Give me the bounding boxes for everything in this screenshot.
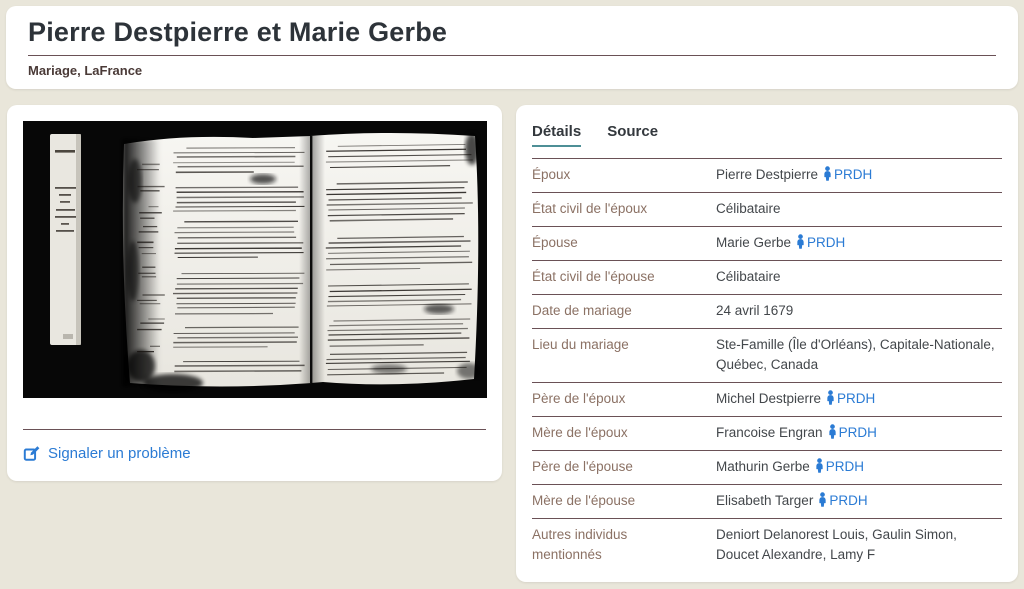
prdh-link[interactable] <box>826 391 875 406</box>
row-value-text: Francoise Engran <box>716 425 823 440</box>
page-title: Pierre Destpierre et Marie Gerbe <box>28 17 448 47</box>
row-label: Lieu du mariage <box>532 337 629 352</box>
table-row-etat-epoux <box>532 192 1002 226</box>
details-table <box>532 158 1002 572</box>
row-value-text: 24 avril 1679 <box>716 303 794 318</box>
prdh-label: PRDH <box>807 235 846 250</box>
row-value <box>716 165 1002 185</box>
row-value <box>716 423 1002 443</box>
row-label: État civil de l'épouse <box>532 269 655 284</box>
row-label: État civil de l'époux <box>532 201 648 216</box>
report-problem-link[interactable] <box>23 445 191 462</box>
table-row-autres-individus <box>532 518 1002 572</box>
register-image[interactable] <box>23 121 487 398</box>
row-value <box>716 233 1002 253</box>
row-value <box>716 491 1002 511</box>
row-value-text: Elisabeth Targer <box>716 493 814 508</box>
prdh-link[interactable] <box>823 167 872 182</box>
row-label: Père de l'épouse <box>532 459 633 474</box>
prdh-label: PRDH <box>837 391 876 406</box>
tab-bar <box>532 123 1002 147</box>
prdh-label: PRDH <box>829 493 868 508</box>
row-value <box>716 389 1002 409</box>
row-value-text: Pierre Destpierre <box>716 167 819 182</box>
table-row-lieu-mariage <box>532 328 1002 382</box>
row-label: Épouse <box>532 235 578 250</box>
prdh-label: PRDH <box>838 425 877 440</box>
row-value <box>716 267 1002 287</box>
prdh-label: PRDH <box>825 459 865 474</box>
table-row-date-mariage <box>532 294 1002 328</box>
row-value-text: Deniort Delanorest Louis, Gaulin Simon, Doucet Alexandre, Lamy F <box>716 527 957 562</box>
details-panel <box>516 105 1018 582</box>
person-icon <box>818 492 827 507</box>
table-row-etat-epouse <box>532 260 1002 294</box>
row-value-text: Célibataire <box>716 269 781 284</box>
prdh-label: PRDH <box>834 167 873 182</box>
row-value <box>716 301 1002 321</box>
table-row-pere-epoux <box>532 382 1002 416</box>
prdh-link[interactable] <box>818 493 867 508</box>
person-icon <box>796 234 805 249</box>
table-row-mere-epouse <box>532 484 1002 518</box>
register-scan-graphic <box>23 121 487 398</box>
report-problem-label: Signaler un problème <box>48 445 191 462</box>
record-subtitle: Mariage, LaFrance <box>28 63 143 78</box>
table-row-epouse <box>532 226 1002 260</box>
person-icon <box>815 458 824 473</box>
media-panel <box>7 105 502 481</box>
row-value <box>716 335 1002 375</box>
edit-icon <box>23 445 40 462</box>
person-icon <box>828 424 837 439</box>
person-icon <box>826 390 835 405</box>
row-label: Mère de l'épouse <box>532 493 636 508</box>
prdh-link[interactable] <box>815 459 864 474</box>
media-divider <box>23 429 486 430</box>
prdh-link[interactable] <box>828 425 877 440</box>
tab-details[interactable]: Détails <box>532 123 581 147</box>
row-label: Époux <box>532 167 571 182</box>
person-icon <box>823 166 832 181</box>
row-value-text: Michel Destpierre <box>716 391 822 406</box>
table-row-mere-epoux <box>532 416 1002 450</box>
record-header <box>6 6 1018 89</box>
row-value <box>716 525 1002 565</box>
prdh-link[interactable] <box>796 235 845 250</box>
row-label: Date de mariage <box>532 303 632 318</box>
table-row-pere-epouse <box>532 450 1002 484</box>
row-value-text: Mathurin Gerbe <box>716 459 810 474</box>
spine-label <box>50 134 81 345</box>
tab-source[interactable]: Source <box>607 123 659 140</box>
row-label: Père de l'époux <box>532 391 626 406</box>
table-row-epoux <box>532 158 1002 192</box>
header-divider <box>28 55 996 56</box>
row-value-text: Marie Gerbe <box>716 235 792 250</box>
row-label: Mère de l'époux <box>532 425 628 440</box>
row-value-text: Ste-Famille (Île d'Orléans), Capitale-Nationale, Québec, Canada <box>716 337 995 372</box>
row-value <box>716 199 1002 219</box>
row-value <box>716 457 1002 477</box>
row-label: Autres individus mentionnés <box>532 527 628 562</box>
row-value-text: Célibataire <box>716 201 781 216</box>
